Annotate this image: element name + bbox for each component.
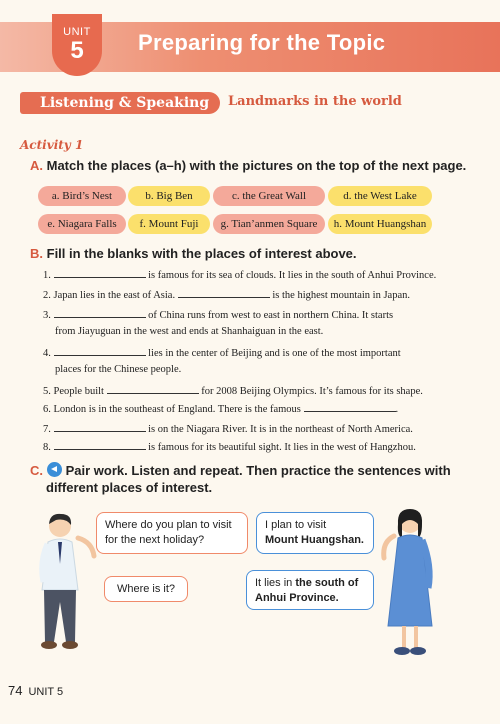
section-subtitle: Landmarks in the world — [228, 94, 402, 109]
sentence-5: 5. People built for 2008 Beijing Olympics. It’s famous for its shape. — [43, 386, 423, 397]
answer-blank[interactable] — [54, 346, 146, 356]
sentence-6: 6. London is in the southeast of England. There is the famous . — [43, 404, 399, 415]
place-chip: b. Big Ben — [128, 186, 210, 206]
part-a-letter: A. — [30, 158, 43, 173]
girl-illustration — [380, 506, 442, 660]
part-b-letter: B. — [30, 246, 43, 261]
sentence-3: 3. of China runs from west to east in northern China. It starts — [43, 310, 394, 321]
section-label: Listening & Speaking — [20, 92, 220, 114]
speech-bubble-question-1: Where do you plan to visit for the next holiday? — [96, 512, 248, 554]
answer-blank[interactable] — [107, 384, 199, 394]
answer-blank[interactable] — [54, 440, 146, 450]
answer-blank[interactable] — [54, 268, 146, 278]
place-chip: d. the West Lake — [328, 186, 432, 206]
part-b-instruction — [30, 246, 357, 261]
boy-illustration — [38, 512, 100, 658]
place-chip: c. the Great Wall — [213, 186, 325, 206]
answer-blank[interactable] — [54, 422, 146, 432]
activity-title: Activity 1 — [20, 138, 84, 152]
part-a-text: Match the places (a–h) with the pictures on the top of the next page. — [46, 158, 467, 173]
page-number: 74 — [8, 683, 23, 698]
unit-label: UNIT — [63, 26, 91, 38]
part-c-instruction — [30, 462, 451, 480]
place-chip: g. Tian’anmen Square — [213, 214, 325, 234]
part-c-letter: C. — [30, 463, 43, 478]
speaker-icon[interactable] — [47, 462, 62, 477]
speech-bubble-answer-2: It lies in the south of Anhui Province. — [246, 570, 374, 610]
sentence-8: 8. is famous for its beautiful sight. It lies in the west of Hangzhou. — [43, 442, 416, 453]
part-c-instruction-2: different places of interest. — [46, 480, 213, 495]
answer-blank[interactable] — [54, 308, 146, 318]
part-a-instruction — [30, 158, 466, 173]
speech-bubble-question-2: Where is it? — [104, 576, 188, 602]
answer-blank[interactable] — [178, 288, 270, 298]
place-chip: e. Niagara Falls — [38, 214, 126, 234]
sentence-4-cont: places for the Chinese people. — [55, 364, 182, 375]
sentence-7: 7. is on the Niagara River. It is in the northeast of North America. — [43, 424, 413, 435]
page-title: Preparing for the Topic — [138, 30, 386, 55]
unit-badge — [52, 14, 102, 76]
sentence-4: 4. lies in the center of Beijing and is one of the most important — [43, 348, 401, 359]
part-c-text-1: Pair work. Listen and repeat. Then practice the sentences with — [65, 463, 451, 478]
place-chip: a. Bird’s Nest — [38, 186, 126, 206]
sentence-2: 2. Japan lies in the east of Asia. is the highest mountain in Japan. — [43, 290, 411, 301]
answer-blank[interactable] — [304, 402, 396, 412]
speech-bubble-answer-1: I plan to visit Mount Huangshan. — [256, 512, 374, 554]
sentence-3-cont: from Jiayuguan in the west and ends at Shanhaiguan in the east. — [55, 326, 324, 337]
page-footer — [8, 683, 63, 698]
part-b-text: Fill in the blanks with the places of interest above. — [46, 246, 357, 261]
sentence-1: 1. is famous for its sea of clouds. It lies in the south of Anhui Province. — [43, 270, 437, 281]
place-chip: h. Mount Huangshan — [328, 214, 432, 234]
unit-number: 5 — [70, 37, 84, 64]
place-chip: f. Mount Fuji — [128, 214, 210, 234]
footer-unit: UNIT 5 — [28, 686, 64, 698]
